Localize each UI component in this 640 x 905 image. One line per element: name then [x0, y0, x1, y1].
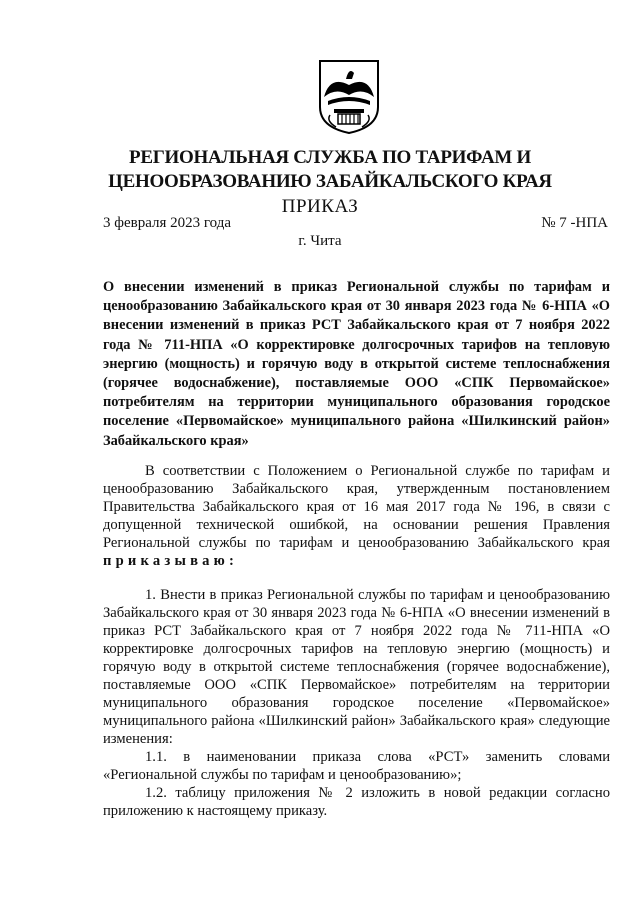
document-number: № 7 -НПА — [541, 215, 608, 231]
preamble — [103, 462, 610, 570]
coat-of-arms-emblem-icon — [316, 57, 382, 135]
clause-1-1: 1.1. в наименовании приказа слова «РСТ» заменить словами «Региональной службы по тарифам и ценообразованию»; — [103, 749, 610, 783]
order-word: приказываю: — [103, 553, 239, 569]
organization-line-2: ЦЕНООБРАЗОВАНИЮ ЗАБАЙКАЛЬСКОГО КРАЯ — [108, 171, 552, 192]
preamble-text: В соответствии с Положением о Региональной службе по тарифам и ценообразованию Забайкальского края, утвержденным постановлением Правительства Забайкальского края от 16 мая 2017 года № 196, в связи с допущенной технической ошибкой, на основании решения Правления Региональной службы по тарифам и ценообразованию Забайкальского края — [103, 463, 610, 551]
document-subject: О внесении изменений в приказ Региональной службы по тарифам и ценообразованию Забайкальского края от 30 января 2023 года № 6-НПА «О внесении изменений в приказ РСТ Забайкальского края от 7 ноября 2022 года № 711-НПА «О корректировке долгосрочных тарифов на тепловую энергию (мощность) и горячую воду в открытой системе теплоснабжения (горячее водоснабжение), поставляемые ООО «СПК Первомайское» потребителям на территории муниципального образования городское поселение «Первомайское» муниципального района «Шилкинский район» Забайкальского края» — [103, 279, 610, 449]
clause-1: 1. Внести в приказ Региональной службы по тарифам и ценообразованию Забайкальского края от 30 января 2023 года № 6-НПА «О внесении изменений в приказ РСТ Забайкальского края от 7 ноября 2022 года № 711-НПА «О корректировке долгосрочных тарифов на тепловую энергию (мощность) и горячую воду в открытой системе теплоснабжения (горячее водоснабжение), поставляемые ООО «СПК Первомайское» потребителям на территории муниципального образования городское поселение «Первомайское» муниципального района «Шилкинский район» Забайкальского края» следующие изменения: — [103, 587, 610, 747]
organization-line-1: РЕГИОНАЛЬНАЯ СЛУЖБА ПО ТАРИФАМ И — [129, 147, 531, 168]
document-date: 3 февраля 2023 года — [103, 215, 232, 231]
clause-1-2: 1.2. таблицу приложения № 2 изложить в новой редакции согласно приложению к настоящему приказу. — [103, 785, 610, 819]
organization-name — [100, 146, 560, 194]
document-city: г. Чита — [298, 233, 342, 249]
document-body — [103, 462, 610, 820]
document-type: ПРИКАЗ — [281, 196, 359, 217]
